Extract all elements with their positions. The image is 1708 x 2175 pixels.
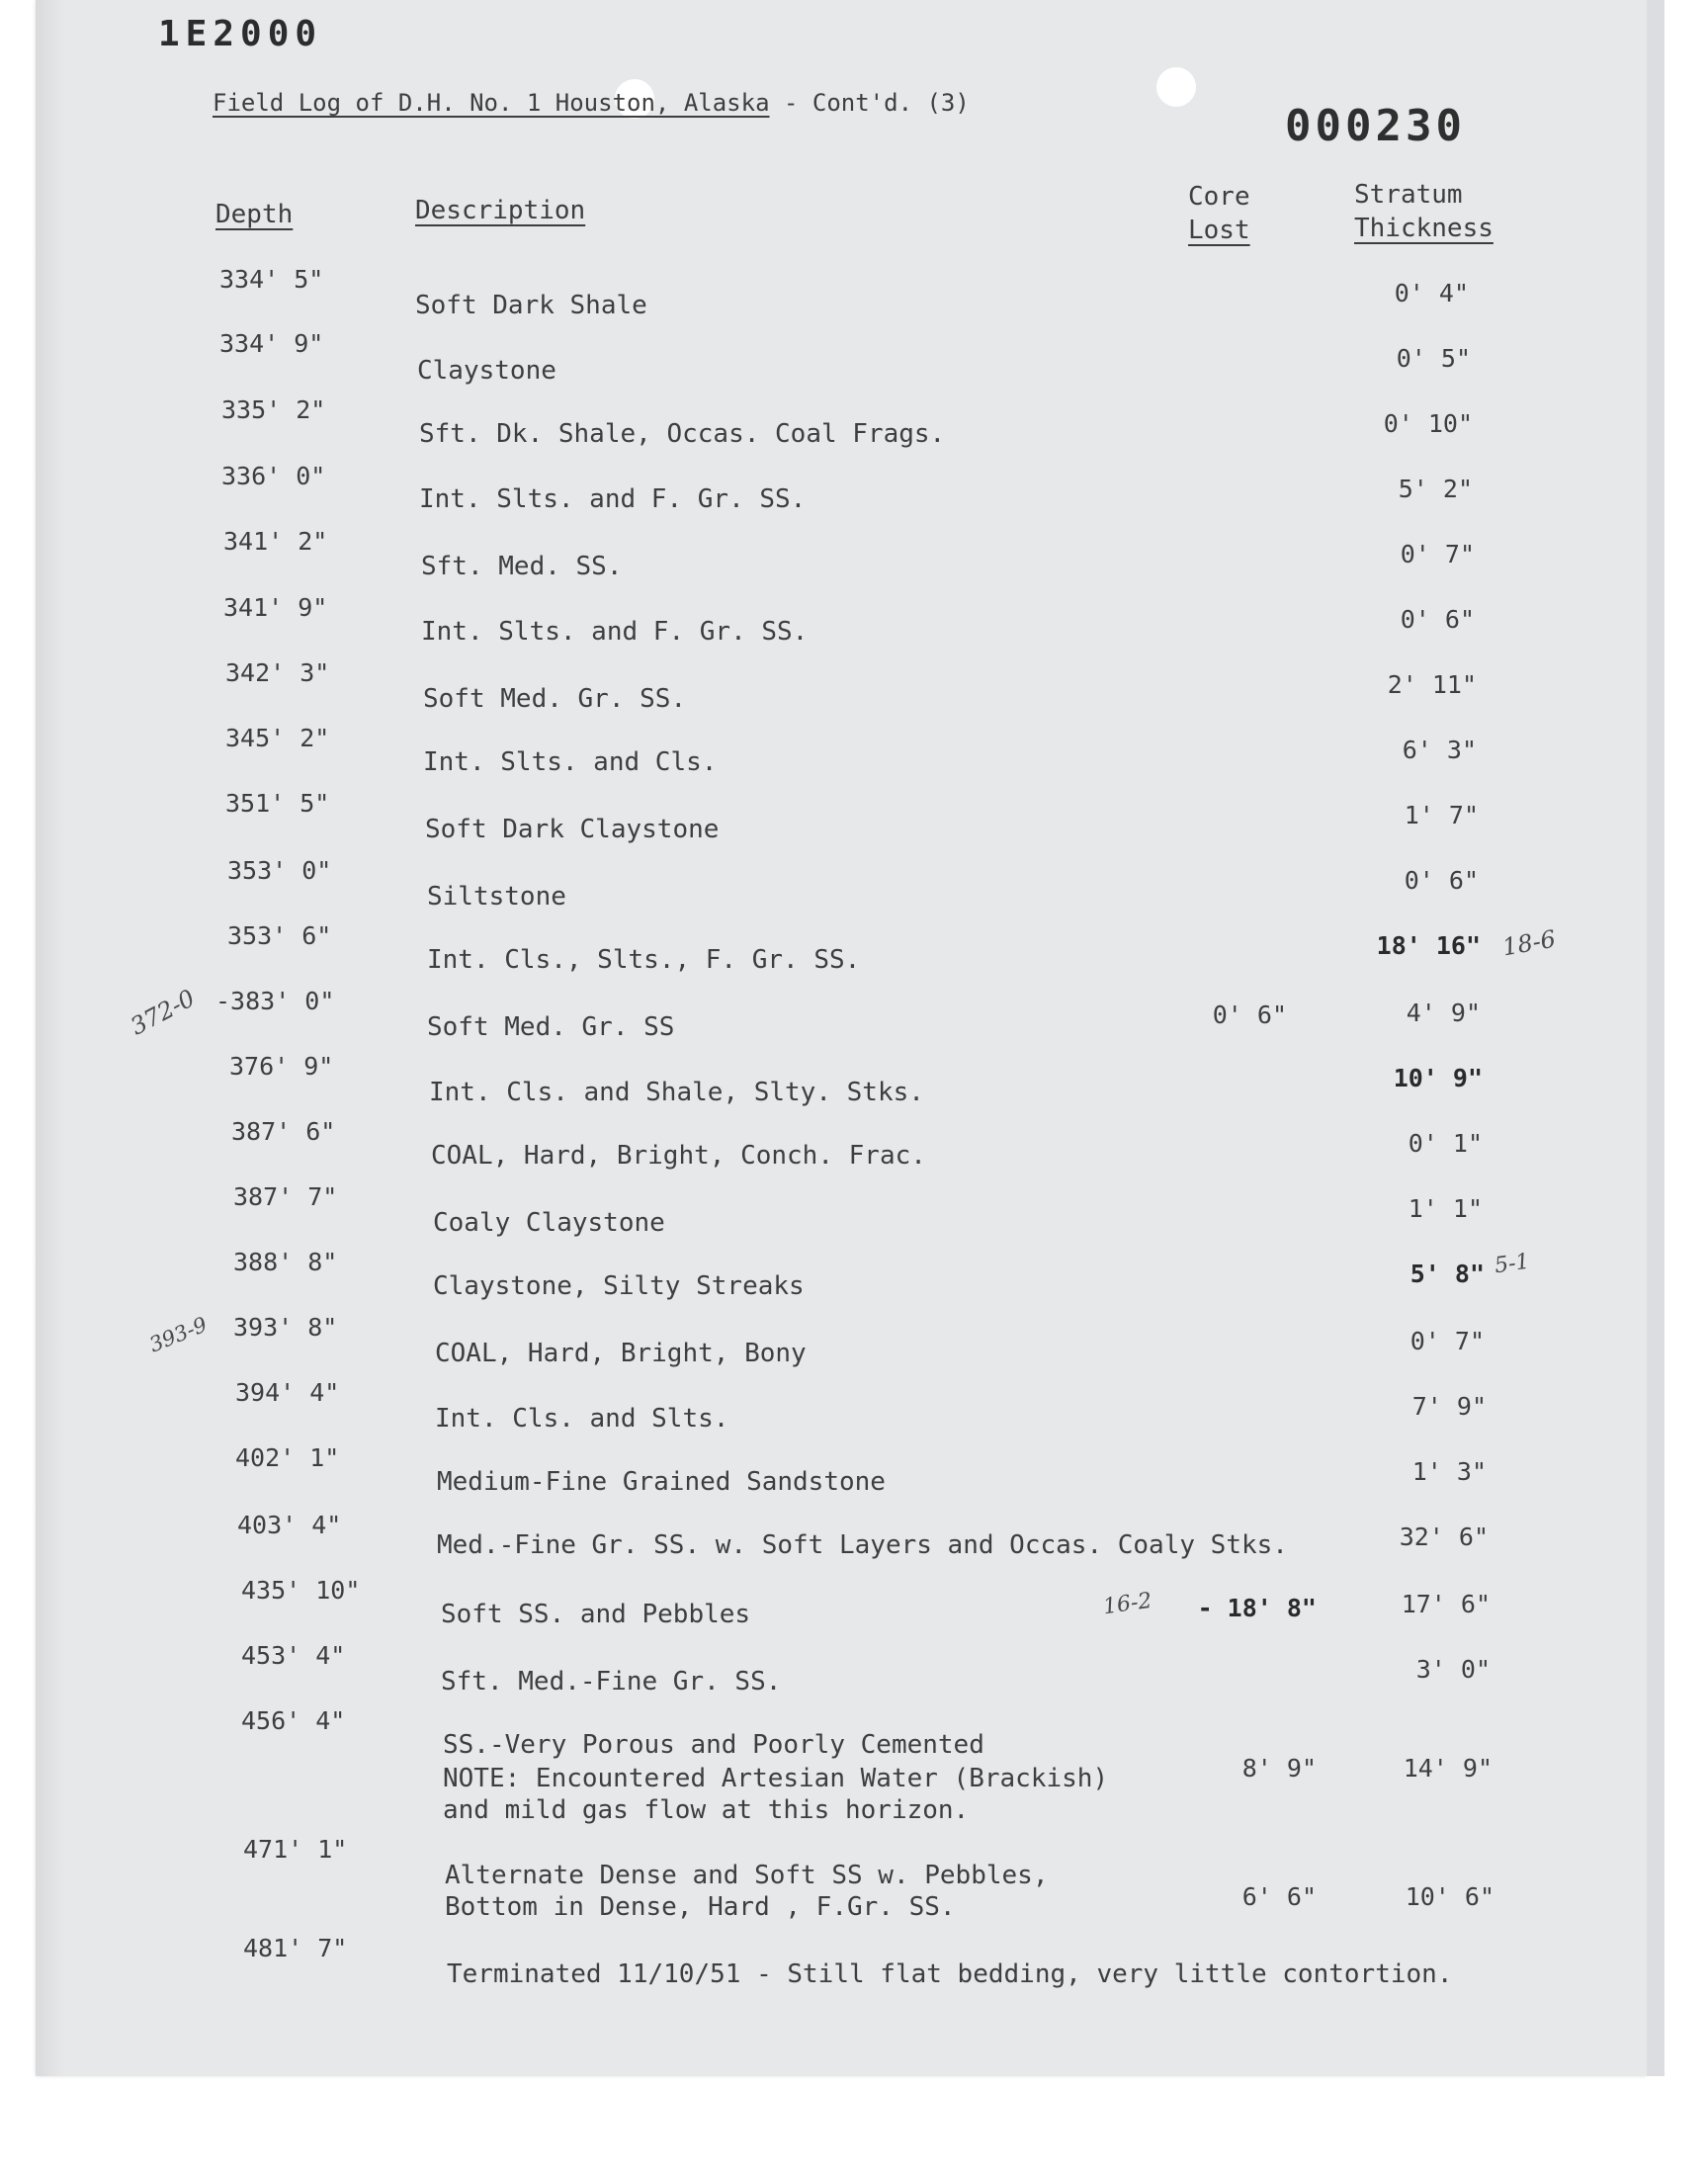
depth-cell: 335' 2" [221,395,326,424]
depth-cell: 353' 0" [227,856,332,885]
header-stratum-line2: Thickness [1354,214,1494,243]
depth-cell: 456' 4" [241,1706,346,1735]
description-cell: Soft Med. Gr. SS. [423,684,687,714]
description-cell: Sft. Dk. Shale, Occas. Coal Frags. [419,419,946,449]
description-cell: Sft. Med.-Fine Gr. SS. [441,1667,782,1696]
thickness-cell: 17' 6" [1401,1590,1491,1618]
document-code: 1E2000 [158,14,323,54]
thickness-cell: 3' 0" [1415,1655,1491,1684]
depth-cell: 435' 10" [241,1576,361,1605]
header-core-lost-line2: Lost [1188,216,1250,245]
thickness-cell: 7' 9" [1411,1392,1487,1421]
depth-cell: 336' 0" [221,462,326,490]
page-right-edge [1647,0,1665,2076]
core-lost-cell: 8' 9" [1241,1754,1317,1783]
description-cell: Int. Slts. and F. Gr. SS. [421,617,809,647]
description-cell: Claystone, Silty Streaks [433,1271,805,1301]
depth-cell: 403' 4" [237,1511,342,1539]
thickness-cell: 0' 5" [1396,344,1471,373]
description-cell: Sft. Med. SS. [421,552,623,581]
thickness-cell: 0' 1" [1408,1129,1483,1158]
description-cell: Claystone [417,356,556,386]
thickness-cell: 4' 9" [1406,999,1481,1027]
thickness-cell: 1' 1" [1408,1194,1483,1223]
description-cell: Coaly Claystone [433,1208,665,1238]
description-cell: Medium-Fine Grained Sandstone [437,1467,886,1497]
depth-cell: 453' 4" [241,1641,346,1670]
depth-cell: 345' 2" [225,724,330,752]
core-lost-cell: - 18' 8" [1197,1594,1317,1622]
description-cell: Int. Cls., Slts., F. Gr. SS. [427,945,861,975]
thickness-cell: 1' 7" [1404,801,1479,829]
description-note: NOTE: Encountered Artesian Water (Brackish) [443,1764,1109,1793]
title-suffix: - Cont'd. (3) [783,89,970,117]
description-cell: Siltstone [427,882,566,912]
depth-cell: 334' 5" [219,265,324,294]
depth-cell: 376' 9" [229,1052,334,1081]
handwritten-core-correction: 16-2 [1101,1588,1153,1620]
description-cell: Alternate Dense and Soft SS w. Pebbles, [445,1861,1049,1890]
depth-cell: 402' 1" [235,1443,340,1472]
header-stratum-thickness [1354,178,1494,245]
depth-cell: 481' 7" [243,1934,348,1962]
depth-cell: 351' 5" [225,789,330,818]
thickness-cell: 1' 3" [1411,1457,1487,1486]
depth-cell: 342' 3" [225,658,330,687]
termination-note: Terminated 11/10/51 - Still flat bedding, very little contortion. [447,1959,1453,1989]
description-cell: COAL, Hard, Bright, Conch. Frac. [431,1141,926,1171]
depth-cell: 388' 8" [233,1248,338,1276]
depth-cell: -383' 0" [215,987,335,1015]
handwritten-thickness-correction: 18-6 [1499,924,1558,962]
title-main: Field Log of D.H. No. 1 Houston, Alaska [213,89,770,117]
description-cell: Soft Dark Shale [415,291,647,320]
thickness-cell: 18' 16" [1376,931,1481,960]
description-cell: Int. Cls. and Slts. [435,1404,729,1434]
handwritten-thickness-correction: 5-1 [1493,1249,1532,1279]
description-cell: Soft SS. and Pebbles [441,1600,751,1629]
thickness-cell: 0' 6" [1404,866,1479,895]
description-cell: and mild gas flow at this horizon. [443,1795,970,1825]
description-cell: Int. Slts. and F. Gr. SS. [419,484,807,514]
page-stamp-number: 000230 [1285,101,1466,151]
core-lost-cell: 0' 6" [1212,1000,1287,1029]
description-cell: Soft Dark Claystone [425,815,720,844]
depth-cell: 353' 6" [227,921,332,950]
depth-cell: 341' 9" [223,593,328,622]
thickness-cell: 0' 7" [1409,1327,1485,1355]
thickness-cell: 0' 7" [1400,540,1475,568]
header-depth: Depth [215,200,294,229]
description-cell: Int. Slts. and Cls. [423,747,718,777]
description-cell: Bottom in Dense, Hard , F.Gr. SS. [445,1892,956,1922]
header-description: Description [415,196,586,225]
depth-cell: 394' 4" [235,1378,340,1407]
depth-cell: 393' 8" [233,1313,338,1342]
core-lost-cell: 6' 6" [1241,1882,1317,1911]
header-core-lost [1188,180,1250,247]
thickness-cell: 5' 8" [1409,1260,1485,1288]
description-cell: Int. Cls. and Shale, Slty. Stks. [429,1078,924,1107]
thickness-cell: 0' 10" [1383,409,1473,438]
thickness-cell: 10' 6" [1405,1882,1494,1911]
depth-cell: 334' 9" [219,329,324,358]
description-cell: SS.-Very Porous and Poorly Cemented [443,1730,984,1760]
thickness-cell: 0' 4" [1394,279,1469,307]
depth-cell: 387' 6" [231,1117,336,1146]
description-cell: Med.-Fine Gr. SS. w. Soft Layers and Occas. Coaly Stks. [437,1530,1288,1560]
punch-hole-right [1156,67,1196,107]
handwritten-depth-correction: 372-0 [126,984,200,1041]
thickness-cell: 10' 9" [1393,1064,1483,1092]
page-title [213,89,970,117]
thickness-cell: 32' 6" [1399,1522,1489,1551]
description-cell: Soft Med. Gr. SS [427,1012,675,1042]
depth-cell: 387' 7" [233,1182,338,1211]
description-cell: COAL, Hard, Bright, Bony [435,1339,807,1368]
header-stratum-line1: Stratum [1354,180,1463,210]
handwritten-depth-correction: 393-9 [145,1312,211,1357]
header-core-lost-line1: Core [1188,182,1250,212]
thickness-cell: 5' 2" [1398,475,1473,503]
thickness-cell: 0' 6" [1400,605,1475,634]
page-edge-shadow [36,0,65,2076]
thickness-cell: 14' 9" [1403,1754,1493,1783]
depth-cell: 471' 1" [243,1835,348,1864]
depth-cell: 341' 2" [223,527,328,556]
thickness-cell: 6' 3" [1402,736,1477,764]
thickness-cell: 2' 11" [1387,670,1477,699]
